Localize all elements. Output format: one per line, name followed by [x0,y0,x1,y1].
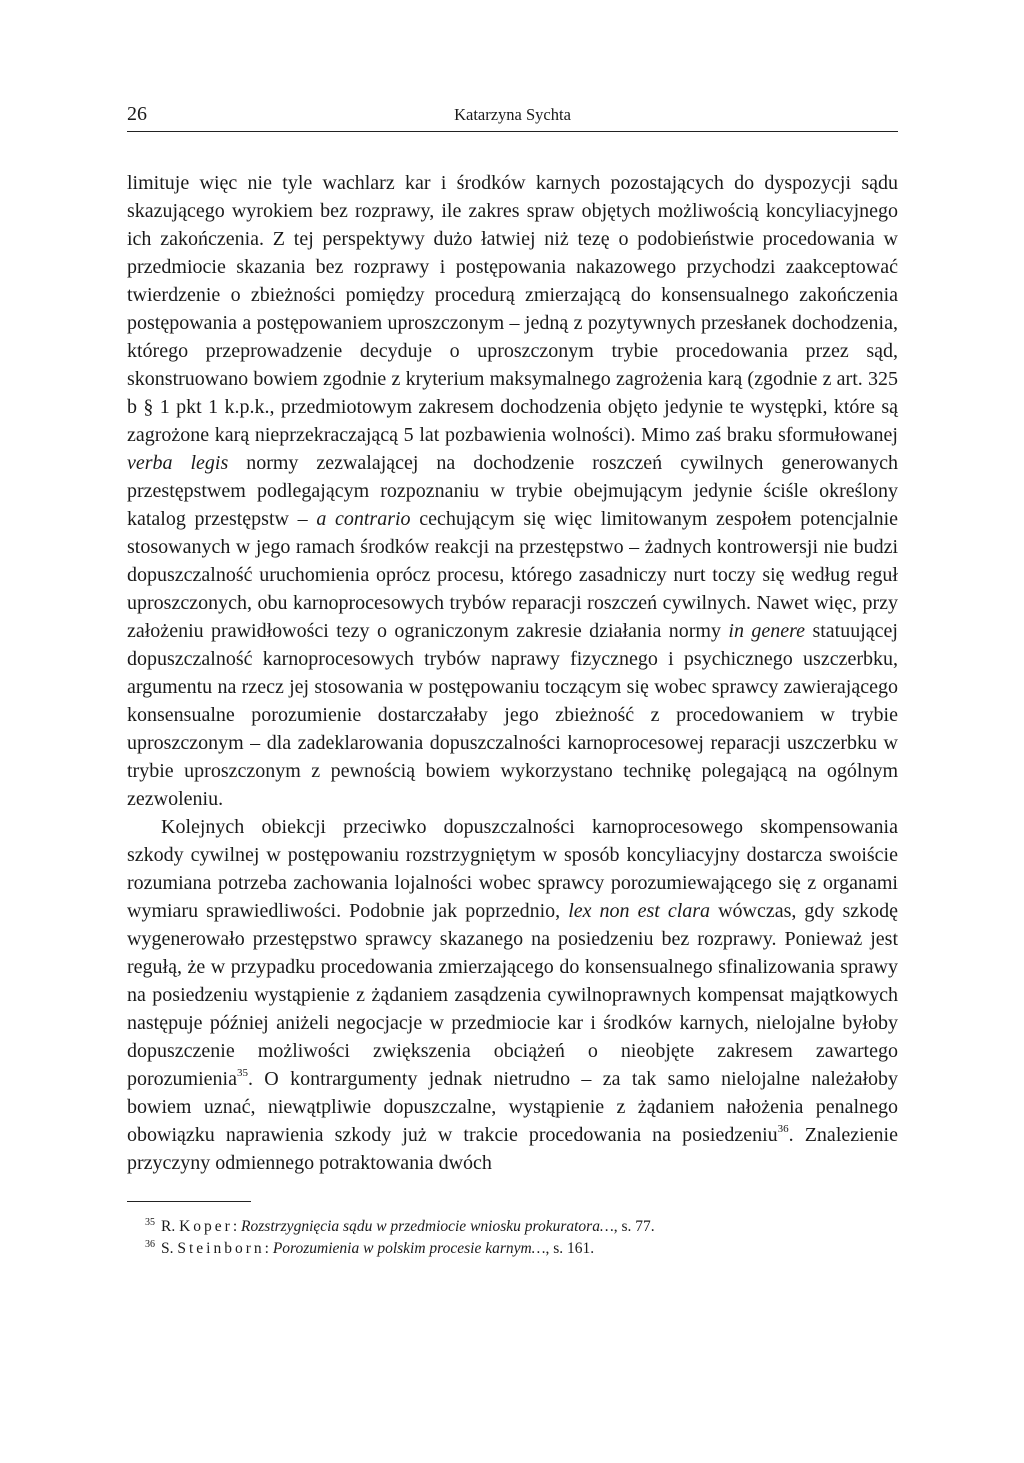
text-run: Kolejnych obiekcji przeciwko dopuszczalności karnoprocesowego skompensowania szkody cywilnej w postępowaniu rozstrzygniętym w sposób koncyliacyjny dostarcza swoiście rozumiana potrzeba zachowania lojalności wobec sprawcy porozumiewającego się z organami wymiaru sprawiedliwości. Podobnie jak poprzednio, [127,816,898,922]
text-run: wówczas, gdy szkodę wygenerowało przestępstwo sprawcy skazanego na posiedzeniu bez rozprawy. Ponieważ jest regułą, że w przypadku procedowania zmierzającego do konsensualnego sfinalizowania sprawy na posiedzeniu wystąpienie z żądaniem zasądzenia cywilnoprawnych kompensat majątkowych następuje później aniżeli negocjacje w przedmiocie kar i środków karnych, nielojalne byłoby dopuszczenie możliwości zwiększenia obciążeń o nieobjęte zakresem zawartego porozumienia [127,900,899,1090]
running-header [127,103,898,132]
footnote-page-ref: , s. 161. [545,1240,595,1257]
text-run: . O kontrargumenty jednak nietrudno – za tak samo nielojalne należałoby bowiem uznać, niewątpliwie dopuszczalne, wystąpienie z żądaniem nałożenia penalnego obowiązku naprawienia szkody już w trakcie procedowania na posiedzeniu [127,1068,898,1146]
footnote-author-initial: R. [161,1218,176,1235]
footnote-author-initial: S. [161,1240,174,1257]
footnote-divider [127,1201,251,1202]
text-run: statuującej dopuszczalność karnoprocesowych trybów naprawy fizycznego i psychicznego uszczerbku, argumentu na rzecz jej stosowania w postępowaniu toczącym się wobec sprawcy zawierającego konsensualne porozumienie dostarczałaby jego zbieżność z procedowaniem w trybie uproszczonym – dla zadeklarowania dopuszczalności karnoprocesowej reparacji uszczerbku w trybie uproszczonym z pewnością bowiem wykorzystano technikę polegającą na ogólnym zezwoleniu. [127,620,898,810]
footnote-author: Koper [179,1218,233,1235]
paragraph-1 [127,169,898,813]
italic-phrase: in genere [728,620,806,642]
body-text [127,169,898,1177]
footnote-35 [145,1216,898,1238]
footnote-ref-35[interactable]: 35 [236,1067,248,1080]
footnote-number: 35 [145,1216,155,1228]
text-run: normy zezwalającej na dochodzenie roszczeń cywilnych generowanych przestępstwem podlegającym rozpoznaniu w trybie obejmującym jedynie ściśle określony katalog przestępstw – [127,452,898,530]
footnote-author: Steinborn [177,1240,265,1257]
text-run: cechującym się więc limitowanym zespołem potencjalnie stosowanych w jego ramach środków reakcji na przestępstwo – żadnych kontrowersji nie budzi dopuszczalność uruchomienia oprócz procesu, którego zasadniczy nurt toczy się według reguł uproszczonych, obu karnoprocesowych trybów reparacji roszczeń cywilnych. Nawet więc, przy założeniu prawidłowości tezy o ograniczonym zakresie działania normy [127,508,898,642]
footnote-title: Rozstrzygnięcia sądu w przedmiocie wniosku prokuratora… [241,1218,614,1235]
italic-phrase: lex non est clara [568,900,711,922]
document-page [127,103,898,1260]
footnote-colon: : [232,1218,238,1235]
paragraph-2 [127,813,898,1177]
footnote-title: Porozumienia w polskim procesie karnym… [272,1240,546,1257]
footnote-ref-36[interactable]: 36 [777,1123,789,1136]
footnote-number: 36 [145,1238,155,1250]
text-run: . Znalezienie przyczyny odmiennego potraktowania dwóch [127,1124,898,1174]
italic-phrase: verba legis [127,452,229,474]
footnote-36 [145,1238,898,1260]
footnote-page-ref: , s. 77. [613,1218,655,1235]
italic-phrase: a contrario [316,508,411,530]
page-number: 26 [127,103,147,125]
footnotes [127,1216,898,1260]
running-title: Katarzyna Sychta [454,105,571,124]
footnote-colon: : [264,1240,269,1257]
text-run: limituje więc nie tyle wachlarz kar i środków karnych pozostających do dyspozycji sądu skazującego wyrokiem bez rozprawy, ile zakres spraw objętych możliwością koncyliacyjnego ich zakończenia. Z tej perspektywy dużo łatwiej niż tezę o podobieństwie procedowania w przedmiocie skazania bez rozprawy i postępowania nakazowego przychodzi zaakceptować twierdzenie o zbieżności pomiędzy procedurą zmierzającą do konsensualnego zakończenia postępowania a postępowaniem uproszczonym – jedną z pozytywnych przesłanek dochodzenia, którego przeprowadzenie decyduje o uproszczonym trybie procedowania przez sąd, skonstruowano bowiem zgodnie z kryterium maksymalnego zagrożenia karą (zgodnie z art. 325 b § 1 pkt 1 k.p.k., przedmiotowym zakresem dochodzenia objęto jedynie te występki, które są zagrożone karą nieprzekraczającą 5 lat pozbawienia wolności). Mimo zaś braku sformułowanej [127,172,898,446]
